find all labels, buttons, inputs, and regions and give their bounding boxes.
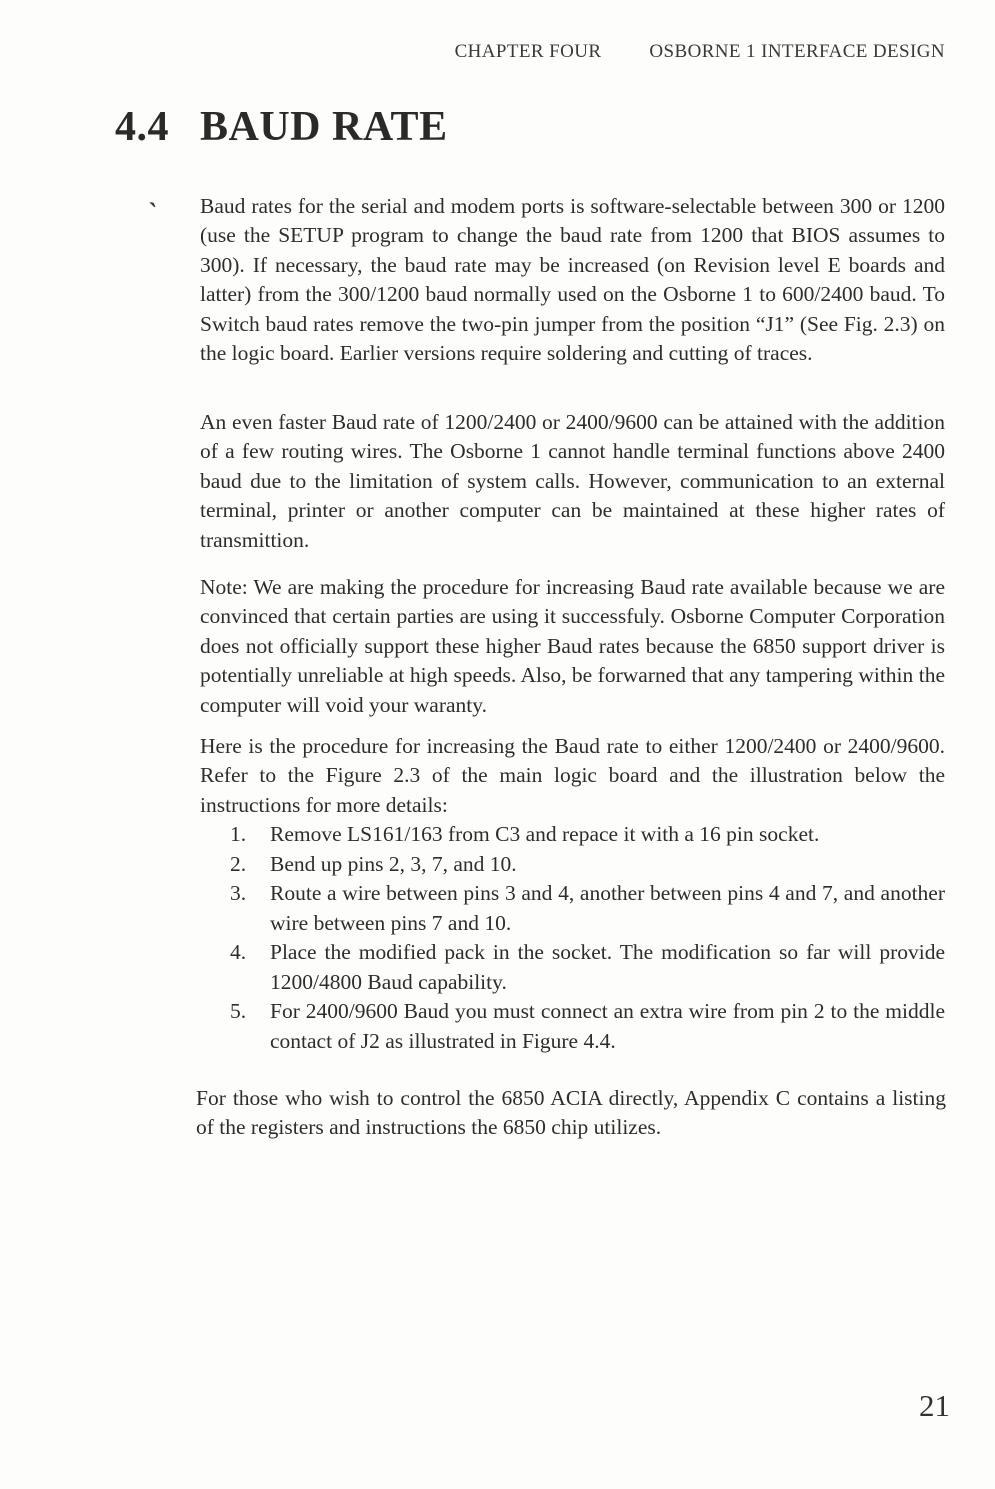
list-item-number: 3.	[230, 881, 247, 905]
body-paragraph-4: Here is the procedure for increasing the Baud rate to either 1200/2400 or 2400/9600. Refer to the Figure 2.3 of the main logic board and the illustration below the instructions for more details:	[200, 733, 945, 817]
chapter-label: CHAPTER FOUR	[454, 41, 602, 62]
closing-paragraph: For those who wish to control the 6850 ACIA directly, Appendix C contains a listing of the registers and instructions the 6850 chip utilizes.	[196, 1085, 946, 1139]
list-item-text: Place the modified pack in the socket. The modification so far will provide 1200/4800 Baud capability.	[270, 940, 945, 994]
page-number: 21	[919, 1388, 950, 1423]
list-item	[200, 820, 945, 850]
list-item-number: 1.	[230, 822, 247, 846]
list-item-number: 2.	[230, 851, 247, 876]
section-number: 4.4	[115, 104, 169, 150]
book-title-label: OSBORNE 1 INTERFACE DESIGN	[649, 41, 945, 62]
running-header	[455, 41, 945, 63]
list-item	[200, 938, 945, 997]
section-heading	[115, 103, 448, 151]
list-item-number: 4.	[230, 940, 247, 964]
list-item-text: Route a wire between pins 3 and 4, another between pins 4 and 7, and another wire between pins 7 and 10.	[270, 881, 945, 935]
list-item	[200, 997, 945, 1056]
list-item	[200, 850, 945, 880]
section-title: BAUD RATE	[200, 104, 448, 150]
list-item-text: Remove LS161/163 from C3 and repace it with a 16 pin socket.	[270, 822, 820, 846]
body-paragraph-1: Baud rates for the serial and modem ports is software-selectable between 300 or 1200 (use the SETUP program to change the baud rate from 1200 that BIOS assumes to 300). If necessary, the baud rate may be increased (on Revision level E boards and latter) from the 300/1200 baud normally used on the Osborne 1 to 600/2400 baud. To Switch baud rates remove the two-pin jumper from the position “J1” (See Fig. 2.3) on the logic board. Earlier versions require soldering and cutting of traces.	[200, 193, 945, 365]
list-item	[200, 879, 945, 938]
procedure-list	[200, 820, 945, 1056]
body-paragraph-3: Note: We are making the procedure for increasing Baud rate available because we are convinced that certain parties are using it successfuly. Osborne Computer Corporation does not officially support these higher Baud rates because the 6850 support driver is potentially unreliable at high speeds. Also, be forwarned that any tampering within the computer will void your waranty.	[200, 574, 945, 717]
list-item-number: 5.	[230, 999, 247, 1023]
list-item-text: For 2400/9600 Baud you must connect an extra wire from pin 2 to the middle contact of J2 as illustrated in Figure 4.4.	[270, 999, 945, 1053]
scan-artifact-mark: `	[144, 197, 159, 230]
list-item-text: Bend up pins 2, 3, 7, and 10.	[270, 851, 517, 876]
body-paragraph-2: An even faster Baud rate of 1200/2400 or 2400/9600 can be attained with the addition of a few routing wires. The Osborne 1 cannot handle terminal functions above 2400 baud due to the limitation of system calls. However, communication to an external terminal, printer or another computer can be maintained at these higher rates of transmittion.	[200, 409, 945, 552]
